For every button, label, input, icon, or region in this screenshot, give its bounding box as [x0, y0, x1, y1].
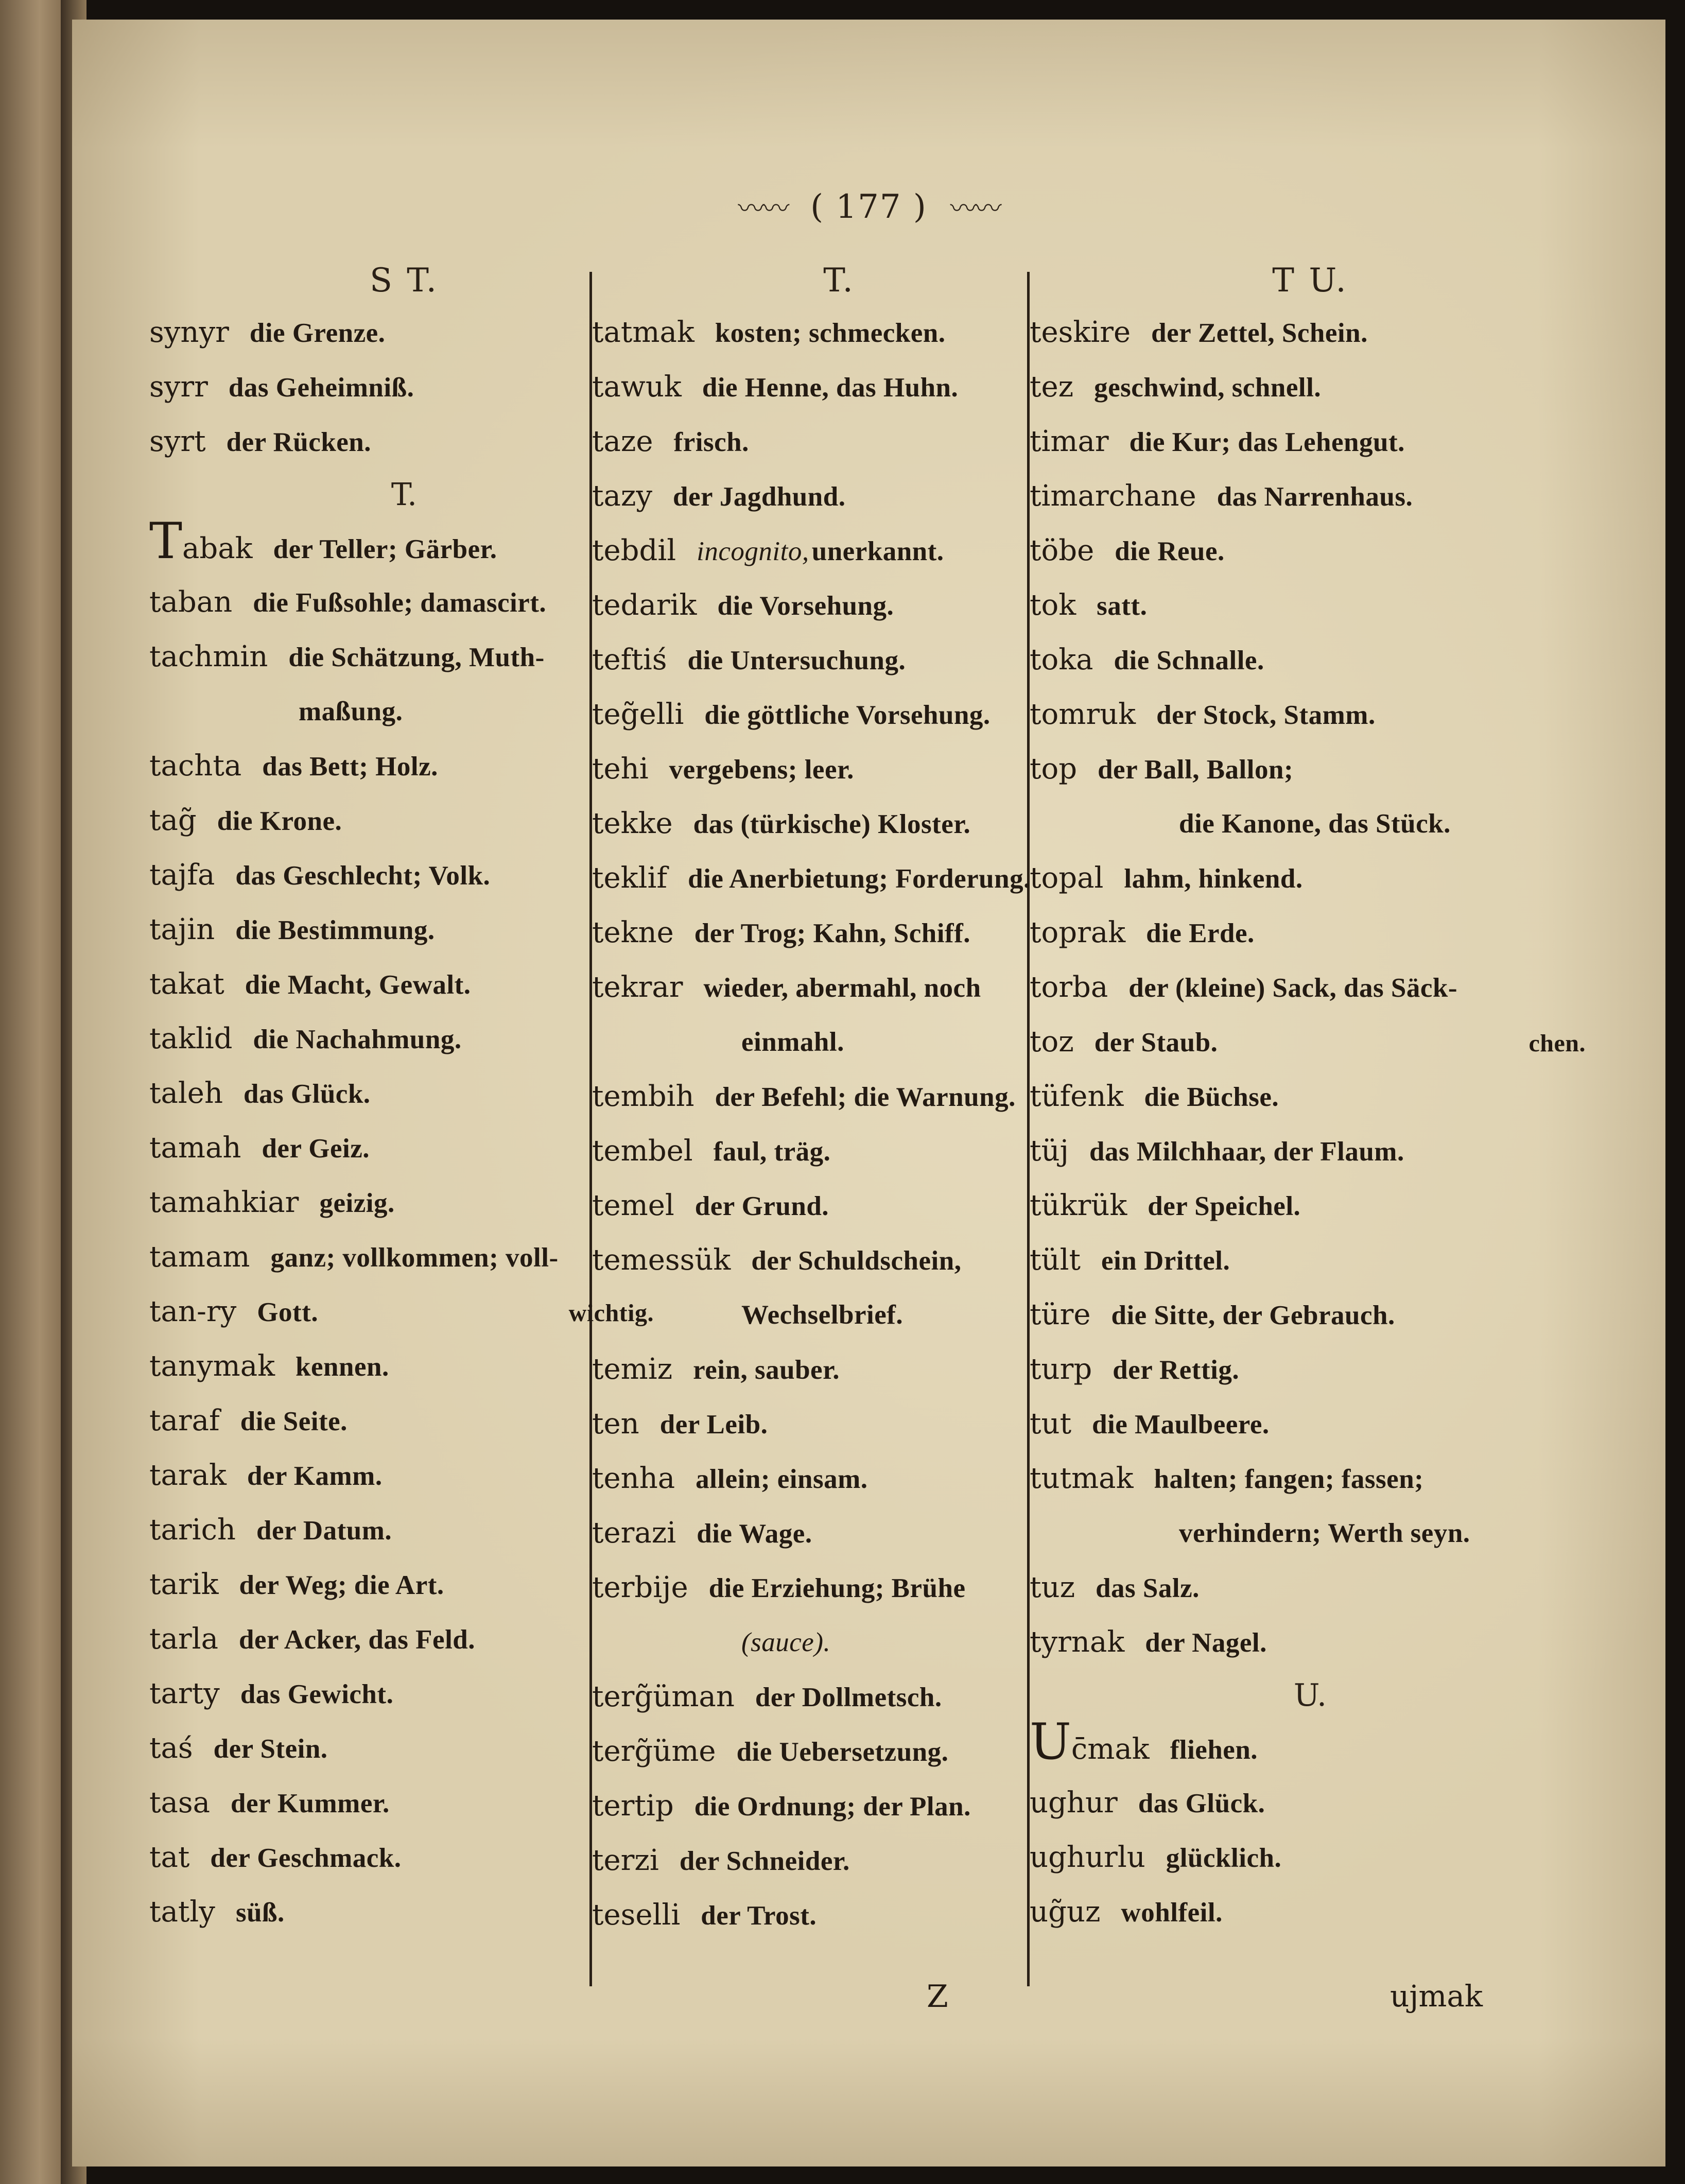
- dictionary-entry: [592, 1888, 1086, 1943]
- headword: teftiś: [592, 643, 667, 677]
- gloss: der Rettig.: [1113, 1355, 1240, 1385]
- entry-continuation: [592, 1288, 1086, 1342]
- dictionary-entry: [149, 1830, 659, 1885]
- dictionary-entry: [149, 1667, 659, 1721]
- gloss: das Gewicht.: [240, 1679, 394, 1709]
- gloss: das Geschlecht; Volk.: [235, 861, 491, 891]
- dictionary-entry: [592, 1069, 1086, 1124]
- headword: tuz: [1030, 1571, 1075, 1604]
- gloss: der Zettel, Schein.: [1151, 318, 1368, 348]
- gloss: die Kur; das Lehengut.: [1129, 427, 1405, 457]
- dictionary-entry: [149, 630, 659, 684]
- dictionary-entry: [149, 1776, 659, 1830]
- gloss: das (türkische) Kloster.: [693, 809, 971, 839]
- dictionary-entry: [1030, 1124, 1591, 1178]
- gloss-continuation: maßung.: [299, 697, 403, 726]
- dictionary-entry: [592, 1506, 1086, 1561]
- headword: tembih: [592, 1080, 694, 1113]
- gloss: das Glück.: [1138, 1789, 1265, 1818]
- dictionary-entry: [592, 1779, 1086, 1833]
- gloss: der (kleine) Sack, das Säck-: [1128, 973, 1458, 1003]
- headword: turp: [1030, 1353, 1092, 1386]
- gloss: vergebens; leer.: [669, 755, 854, 785]
- gloss: die Reue.: [1115, 536, 1225, 566]
- headword: tut: [1030, 1407, 1072, 1441]
- gloss: ganz; vollkommen; voll-: [270, 1243, 559, 1273]
- gloss: der Stock, Stamm.: [1156, 700, 1376, 730]
- dictionary-entry: [592, 469, 1086, 524]
- gloss: das Geheimniß.: [228, 373, 414, 403]
- dictionary-entry: [1030, 524, 1591, 578]
- headword: tertip: [592, 1789, 674, 1823]
- entry-continuation: [149, 684, 659, 739]
- dictionary-entry: [149, 957, 659, 1012]
- catchword: ujmak: [1390, 1979, 1483, 2014]
- headword: tüfenk: [1030, 1080, 1124, 1113]
- dictionary-entry: [149, 360, 659, 414]
- dictionary-entry: [1030, 851, 1591, 906]
- headword: tutmak: [1030, 1462, 1134, 1495]
- gloss: die Krone.: [217, 806, 342, 836]
- dictionary-entry: [592, 906, 1086, 960]
- dictionary-entry: [1030, 305, 1591, 360]
- gloss: satt.: [1097, 591, 1148, 621]
- gloss: die Sitte, der Gebrauch.: [1111, 1301, 1395, 1330]
- gloss: der Kummer.: [231, 1789, 390, 1818]
- dictionary-entry: [149, 1557, 659, 1612]
- headword: taklid: [149, 1022, 233, 1055]
- gloss: der Dollmetsch.: [755, 1683, 942, 1712]
- dictionary-entry: [1030, 414, 1591, 469]
- headword: tamah: [149, 1131, 241, 1165]
- dictionary-entry: [149, 1503, 659, 1557]
- headword: tatmak: [592, 316, 694, 349]
- gloss: wieder, abermahl, noch: [703, 973, 981, 1003]
- headword: tarich: [149, 1513, 236, 1547]
- dictionary-entry: [1030, 1451, 1591, 1506]
- dictionary-entry: [149, 414, 659, 469]
- headword: timar: [1030, 425, 1109, 458]
- gloss: der Weg; die Art.: [239, 1570, 444, 1600]
- dictionary-entry: [592, 960, 1086, 1015]
- section-heading: U.: [1293, 1677, 1327, 1713]
- dictionary-entry: [592, 851, 1086, 906]
- column-left: [149, 256, 659, 1939]
- headword: [149, 512, 253, 576]
- dictionary-entry: [592, 578, 1086, 633]
- headword: tanymak: [149, 1349, 275, 1383]
- gloss: die Untersuchung.: [687, 646, 906, 675]
- headword: synyr: [149, 316, 229, 349]
- gloss: die Maulbeere.: [1092, 1410, 1270, 1440]
- dictionary-entry: [149, 848, 659, 903]
- gloss-italic: incognito,: [697, 536, 809, 566]
- dictionary-entry: [592, 1124, 1086, 1178]
- gloss: die Ordnung; der Plan.: [694, 1792, 971, 1822]
- gloss: die Erde.: [1146, 918, 1255, 948]
- headword: tarak: [149, 1459, 227, 1492]
- hyphen-overflow: chen.: [1528, 1030, 1586, 1057]
- headword: torba: [1030, 970, 1108, 1004]
- headword: terbije: [592, 1571, 688, 1604]
- headword: tükrük: [1030, 1189, 1127, 1222]
- headword: türe: [1030, 1298, 1091, 1331]
- gloss-continuation: die Kanone, das Stück.: [1179, 809, 1451, 839]
- dictionary-entry: [592, 360, 1086, 414]
- headword: tarla: [149, 1622, 218, 1656]
- headword: topal: [1030, 861, 1104, 895]
- headword: terg̃üman: [592, 1680, 735, 1713]
- dictionary-entry: [592, 1724, 1086, 1779]
- page-number: 177: [836, 188, 902, 226]
- gloss: die Henne, das Huhn.: [702, 373, 959, 403]
- headword: tajfa: [149, 858, 215, 892]
- headword: timarchane: [1030, 479, 1196, 513]
- gloss: die Anerbietung; Forderung.: [688, 864, 1031, 894]
- dictionary-entry: [149, 1339, 659, 1394]
- dictionary-entry: [149, 575, 659, 630]
- headword: [1030, 1713, 1150, 1777]
- gloss: der Schneider.: [679, 1846, 850, 1876]
- dictionary-entry: [1030, 1342, 1591, 1397]
- dictionary-entry: [1030, 1615, 1591, 1670]
- headword: tenha: [592, 1462, 675, 1495]
- dictionary-entry: [1030, 1178, 1591, 1233]
- dictionary-entry: [149, 512, 659, 575]
- dictionary-entry: [1030, 1288, 1591, 1342]
- headword: toka: [1030, 643, 1093, 677]
- gloss: die Erziehung; Brühe: [708, 1573, 966, 1603]
- dictionary-entry: [1030, 687, 1591, 742]
- headword-rest: c̄mak: [1071, 1732, 1150, 1766]
- dictionary-entry: [592, 414, 1086, 469]
- dictionary-entry: [1030, 633, 1591, 687]
- dictionary-entry: [149, 1230, 659, 1285]
- gloss: ein Drittel.: [1101, 1246, 1230, 1276]
- headword: tatly: [149, 1895, 215, 1929]
- headword: ten: [592, 1407, 639, 1441]
- headword: tez: [1030, 370, 1074, 404]
- gloss: der Nagel.: [1145, 1628, 1267, 1658]
- dictionary-entry: [149, 1121, 659, 1175]
- gloss: fliehen.: [1170, 1735, 1258, 1765]
- gloss: der Stein.: [213, 1734, 328, 1764]
- dictionary-entry: [1030, 578, 1591, 633]
- dictionary-entry: [149, 305, 659, 360]
- gloss: kennen.: [296, 1352, 389, 1382]
- dictionary-entry: [1030, 906, 1591, 960]
- headword: toz: [1030, 1025, 1074, 1059]
- dictionary-entry: [1030, 1233, 1591, 1288]
- headword: temessük: [592, 1243, 731, 1277]
- entry-continuation: [592, 1015, 1086, 1069]
- dictionary-entry: [592, 524, 1086, 578]
- column-right: [1030, 256, 1591, 1939]
- gloss: geizig.: [319, 1188, 395, 1218]
- headword: tült: [1030, 1243, 1081, 1277]
- drop-initial: U: [1030, 1713, 1071, 1771]
- gloss: kosten; schmecken.: [715, 318, 946, 348]
- headword: tajin: [149, 913, 215, 946]
- headword: temel: [592, 1189, 674, 1222]
- headword: taze: [592, 425, 653, 458]
- headword: taleh: [149, 1077, 223, 1110]
- dictionary-entry: [1030, 1069, 1591, 1124]
- section-heading: T.: [391, 477, 418, 513]
- dictionary-entry: [149, 1448, 659, 1503]
- dictionary-entry: [592, 1451, 1086, 1506]
- gloss: die Vorsehung.: [717, 591, 894, 621]
- headword: teg̃elli: [592, 698, 684, 731]
- dictionary-entry: [1030, 360, 1591, 414]
- headword: terzi: [592, 1844, 659, 1877]
- gloss: die göttliche Vorsehung.: [704, 700, 991, 730]
- column-heading: T.: [823, 262, 855, 300]
- headword: tekne: [592, 916, 674, 949]
- dictionary-entry: [592, 1670, 1086, 1724]
- gloss: die Nachahmung.: [253, 1025, 462, 1054]
- headword: tag̃: [149, 804, 197, 837]
- gloss: geschwind, schnell.: [1094, 373, 1322, 403]
- headword: tasa: [149, 1786, 211, 1819]
- headword: tarty: [149, 1677, 220, 1710]
- header-ornament-right: 〰〰: [950, 194, 1000, 224]
- headword: tebdil: [592, 534, 676, 567]
- dictionary-entry: [592, 1178, 1086, 1233]
- dictionary-entry: [592, 742, 1086, 796]
- gloss-continuation: Wechselbrief.: [741, 1300, 904, 1330]
- page-header: 〰〰 ( 177 ) 〰〰: [738, 188, 1000, 226]
- dictionary-entry: [149, 793, 659, 848]
- headword: teselli: [592, 1898, 681, 1932]
- drop-initial: T: [149, 512, 183, 570]
- headword: ughur: [1030, 1786, 1118, 1819]
- headword-rest: abak: [182, 532, 253, 565]
- dictionary-entry: [1030, 1015, 1591, 1069]
- gloss: der Acker, das Feld.: [238, 1625, 476, 1655]
- gloss: Gott.: [257, 1297, 319, 1327]
- headword: tachmin: [149, 640, 268, 673]
- headword: töbe: [1030, 534, 1095, 567]
- gloss: der Geschmack.: [210, 1843, 402, 1873]
- gloss: die Bestimmung.: [235, 915, 435, 945]
- gloss: der Schuldschein,: [751, 1246, 962, 1276]
- headword: takat: [149, 967, 224, 1001]
- gloss: lahm, hinkend.: [1124, 864, 1303, 894]
- gloss: der Leib.: [659, 1410, 768, 1440]
- headword: tüj: [1030, 1134, 1069, 1168]
- headword: toprak: [1030, 916, 1126, 949]
- gloss: der Ball, Ballon;: [1098, 755, 1294, 785]
- headword: top: [1030, 752, 1078, 786]
- headword: temiz: [592, 1353, 673, 1386]
- headword: taś: [149, 1731, 193, 1765]
- headword: tedarik: [592, 588, 697, 622]
- headword: syrt: [149, 425, 206, 458]
- dictionary-entry: [1030, 1397, 1591, 1451]
- gloss: der Befehl; die Warnung.: [715, 1082, 1016, 1112]
- column-heading: S T.: [370, 262, 439, 300]
- gloss: die Fußsohle; damascirt.: [253, 588, 547, 618]
- gloss: halten; fangen; fassen;: [1154, 1464, 1424, 1494]
- headword: tekrar: [592, 970, 683, 1004]
- gloss: der Geiz.: [262, 1134, 370, 1164]
- headword: tarik: [149, 1568, 219, 1601]
- gloss: der Grund.: [694, 1191, 829, 1221]
- gloss: die Seite.: [240, 1407, 348, 1436]
- gloss: die Büchse.: [1144, 1082, 1279, 1112]
- headword: ug̃uz: [1030, 1895, 1101, 1929]
- gloss: das Narrenhaus.: [1217, 482, 1413, 512]
- dictionary-entry: [592, 1397, 1086, 1451]
- dictionary-entry: [149, 739, 659, 793]
- headword: tat: [149, 1841, 190, 1874]
- dictionary-entry: [1030, 960, 1591, 1015]
- gloss: der Rücken.: [226, 427, 371, 457]
- dictionary-entry: [592, 1833, 1086, 1888]
- entry-continuation: [1030, 796, 1591, 851]
- dictionary-page: [72, 20, 1665, 2166]
- headword: tawuk: [592, 370, 682, 404]
- gloss: die Macht, Gewalt.: [245, 970, 471, 1000]
- dictionary-entry: [1030, 742, 1591, 796]
- headword: tok: [1030, 588, 1076, 622]
- gloss: wohlfeil.: [1121, 1898, 1223, 1928]
- dictionary-entry: [149, 1285, 659, 1339]
- gloss: das Glück.: [244, 1079, 371, 1109]
- dictionary-entry: [592, 1233, 1086, 1288]
- dictionary-entry: [1030, 1776, 1591, 1830]
- headword: taban: [149, 585, 233, 619]
- dictionary-entry: [592, 305, 1086, 360]
- dictionary-entry: [149, 1612, 659, 1667]
- dictionary-entry: [1030, 1561, 1591, 1615]
- headword: tan-ry: [149, 1295, 237, 1328]
- gloss-continuation: verhindern; Werth seyn.: [1179, 1518, 1470, 1548]
- column-middle: [592, 256, 1086, 1943]
- gloss: der Datum.: [256, 1516, 392, 1546]
- gloss: die Grenze.: [249, 318, 386, 348]
- header-ornament-left: 〰〰: [738, 194, 788, 224]
- gloss: der Kamm.: [247, 1461, 383, 1491]
- dictionary-entry: [1030, 1713, 1591, 1776]
- gloss: rein, sauber.: [693, 1355, 840, 1385]
- gloss-continuation: einmahl.: [741, 1027, 844, 1057]
- headword: tembel: [592, 1134, 693, 1168]
- gloss: das Salz.: [1096, 1573, 1200, 1603]
- headword: tomruk: [1030, 698, 1136, 731]
- dictionary-entry: [1030, 469, 1591, 524]
- dictionary-entry: [592, 1342, 1086, 1397]
- entry-continuation: [592, 1615, 1086, 1670]
- headword: ughurlu: [1030, 1841, 1145, 1874]
- signature-mark: Z: [927, 1979, 948, 2015]
- gloss: der Teller; Gärber.: [273, 534, 497, 564]
- headword: tamam: [149, 1240, 250, 1274]
- headword: tehi: [592, 752, 649, 786]
- dictionary-entry: [149, 1721, 659, 1776]
- headword: terazi: [592, 1516, 676, 1550]
- headword: terg̃üme: [592, 1735, 716, 1768]
- gloss: das Milchhaar, der Flaum.: [1089, 1137, 1404, 1167]
- gloss: das Bett; Holz.: [262, 752, 438, 782]
- gloss: die Schätzung, Muth-: [288, 643, 545, 672]
- headword: teklif: [592, 861, 668, 895]
- dictionary-entry: [1030, 1885, 1591, 1939]
- headword: tyrnak: [1030, 1625, 1125, 1659]
- gloss: faul, träg.: [713, 1137, 831, 1167]
- dictionary-entry: [149, 903, 659, 957]
- gloss: frisch.: [673, 427, 749, 457]
- gloss-continuation-italic: (sauce).: [741, 1627, 831, 1657]
- hyphen-overflow: wichtig.: [568, 1299, 654, 1327]
- headword: taraf: [149, 1404, 220, 1437]
- dictionary-entry: [592, 796, 1086, 851]
- gloss: unerkannt.: [811, 536, 944, 566]
- gloss: der Speichel.: [1148, 1191, 1301, 1221]
- headword: syrr: [149, 370, 208, 404]
- gloss: süß.: [235, 1898, 285, 1928]
- dictionary-entry: [592, 687, 1086, 742]
- gloss: allein; einsam.: [696, 1464, 868, 1494]
- headword: tekke: [592, 807, 673, 840]
- dictionary-entry: [149, 1175, 659, 1230]
- dictionary-entry: [149, 1394, 659, 1448]
- dictionary-entry: [149, 1066, 659, 1121]
- dictionary-entry: [1030, 1830, 1591, 1885]
- gloss: der Trog; Kahn, Schiff.: [694, 918, 970, 948]
- dictionary-entry: [592, 1561, 1086, 1615]
- headword: teskire: [1030, 316, 1131, 349]
- column-heading: T U.: [1272, 262, 1348, 300]
- gloss: die Schnalle.: [1114, 646, 1264, 675]
- gloss: glücklich.: [1166, 1843, 1282, 1873]
- headword: tachta: [149, 749, 242, 783]
- gloss: die Wage.: [697, 1519, 812, 1549]
- gloss: der Staub.: [1094, 1028, 1218, 1058]
- headword: tamahkiar: [149, 1186, 299, 1219]
- gloss: die Uebersetzung.: [736, 1737, 949, 1767]
- entry-continuation: [1030, 1506, 1591, 1561]
- dictionary-entry: [149, 1012, 659, 1066]
- dictionary-entry: [592, 633, 1086, 687]
- gloss: der Jagdhund.: [673, 482, 846, 512]
- headword: tazy: [592, 479, 653, 513]
- gloss: der Trost.: [701, 1901, 817, 1931]
- dictionary-entry: [149, 1885, 659, 1939]
